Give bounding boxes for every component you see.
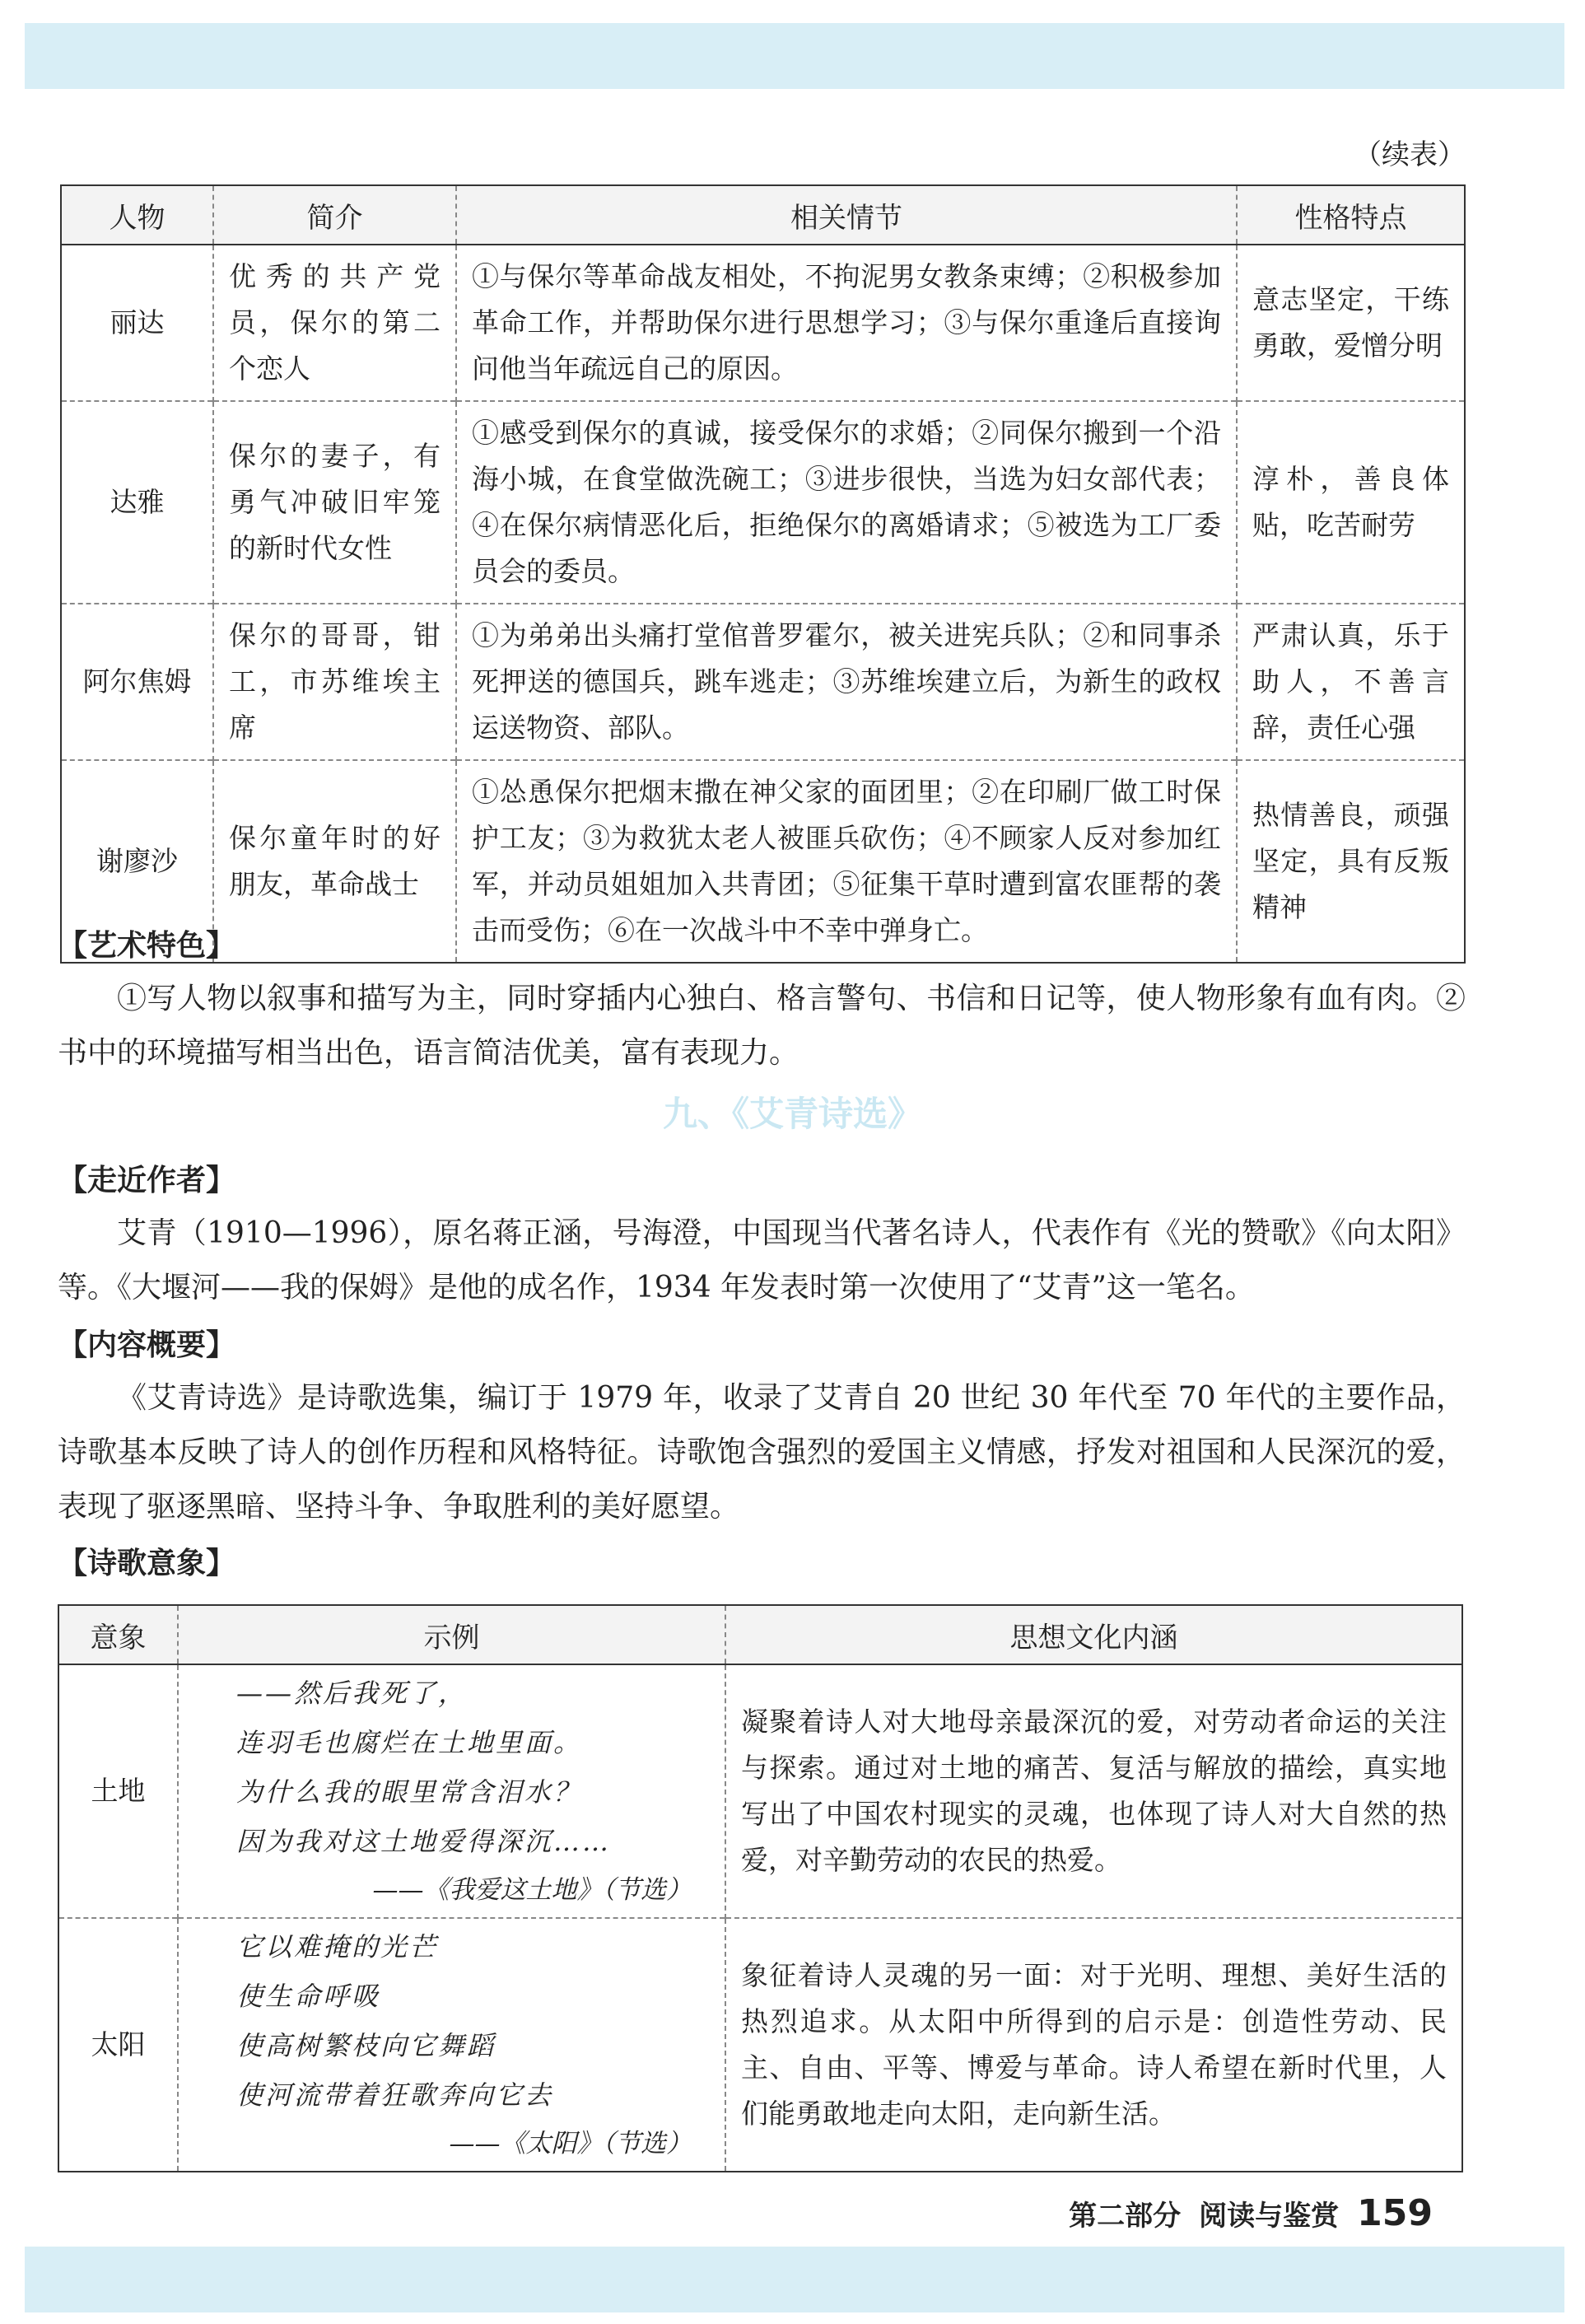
summary-text: 《艾青诗选》是诗歌选集，编订于 1979 年，收录了艾青自 20 世纪 30 年代至 70 年代的主要作品，诗歌基本反映了诗人的创作历程和风格特征。诗歌饱含强烈的爱国主义情感，抒发对祖国和人民深沉的爱，表现了驱逐黑暗、坚持斗争、争取胜利的美好愿望。: [58, 1381, 1466, 1524]
poem-line: 因为我对这土地爱得深沉……: [236, 1826, 612, 1857]
poem-line: 使生命呼吸: [236, 1981, 381, 2012]
author-label: 【走近作者】: [58, 1164, 236, 1197]
imagery-meaning: 象征着诗人灵魂的另一面：对于光明、理想、美好生活的热烈追求。从太阳中所得到的启示是：创造性劳动、民主、自由、平等、博爱与革命。诗人希望在新时代里，人们能勇敢地走向太阳，走向新生活。: [725, 1918, 1462, 2172]
table-row: [61, 245, 1465, 401]
imagery-example: [178, 1918, 725, 2172]
imagery-table: [58, 1604, 1463, 2172]
character-intro: 保尔的妻子，有勇气冲破旧牢笼的新时代女性: [213, 401, 456, 604]
character-traits: 淳朴，善良体贴，吃苦耐劳: [1237, 401, 1465, 604]
character-name: 阿尔焦姆: [61, 604, 213, 760]
table-row: [58, 1918, 1462, 2172]
header-cell: 人物: [61, 185, 213, 245]
table-header-row: [58, 1605, 1462, 1664]
poem-line: 为什么我的眼里常含泪水？: [236, 1776, 583, 1808]
character-table: [60, 184, 1466, 964]
imagery-example: [178, 1664, 725, 1918]
character-intro: 保尔的哥哥，钳工，市苏维埃主席: [213, 604, 456, 760]
footer-part: 第二部分: [1069, 2200, 1182, 2233]
header-cell: 示例: [178, 1605, 725, 1664]
poem-line: 使高树繁枝向它舞蹈: [236, 2030, 496, 2061]
character-traits: 热情善良，顽强坚定，具有反叛精神: [1237, 760, 1465, 963]
chapter-title: 九、《艾青诗选》: [662, 1094, 922, 1134]
poem-line: 它以难掩的光芒: [236, 1931, 439, 1962]
header-cell: 思想文化内涵: [725, 1605, 1462, 1664]
table-row: [61, 760, 1465, 963]
art-features-label: 【艺术特色】: [58, 929, 236, 963]
character-traits: 意志坚定，干练勇敢，爱憎分明: [1237, 245, 1465, 401]
character-intro: 保尔童年时的好朋友，革命战士: [213, 760, 456, 963]
character-name: 达雅: [61, 401, 213, 604]
poem-line: ——然后我死了，: [236, 1678, 468, 1709]
footer-band: [25, 2247, 1564, 2312]
table-row: [58, 1664, 1462, 1918]
header-cell: 意象: [58, 1605, 178, 1664]
header-band: [25, 23, 1564, 89]
imagery-name: 太阳: [58, 1918, 178, 2172]
poem-line: 连羽毛也腐烂在土地里面。: [236, 1727, 583, 1758]
table-row: [61, 401, 1465, 604]
poem-source: ——《我爱这土地》（节选）: [372, 1875, 692, 1905]
continued-note: （续表）: [1354, 138, 1466, 171]
footer-section: 阅读与鉴赏: [1199, 2200, 1340, 2233]
page-footer: [1005, 2192, 1433, 2234]
character-traits: 严肃认真，乐于助人，不善言辞，责任心强: [1237, 604, 1465, 760]
imagery-meaning: 凝聚着诗人对大地母亲最深沉的爱，对劳动者命运的关注与探索。通过对土地的痛苦、复活与解放的描绘，真实地写出了中国农村现实的灵魂，也体现了诗人对大自然的热爱，对辛勤劳动的农民的热爱。: [725, 1664, 1462, 1918]
header-cell: 性格特点: [1237, 185, 1465, 245]
character-name: 谢廖沙: [61, 760, 213, 963]
poem-line: 使河流带着狂歌奔向它去: [236, 2079, 554, 2111]
character-name: 丽达: [110, 306, 165, 338]
summary-label: 【内容概要】: [58, 1328, 236, 1362]
character-plot: ①与保尔等革命战友相处，不拘泥男女教条束缚；②积极参加革命工作，并帮助保尔进行思想学习；③与保尔重逢后直接询问他当年疏远自己的原因。: [456, 245, 1237, 401]
imagery-label: 【诗歌意象】: [58, 1547, 236, 1580]
header-cell: 相关情节: [456, 185, 1237, 245]
poem-source: ——《太阳》（节选）: [449, 2129, 692, 2158]
character-plot: ①感受到保尔的真诚，接受保尔的求婚；②同保尔搬到一个沿海小城，在食堂做洗碗工；③进步很快，当选为妇女部代表；④在保尔病情恶化后，拒绝保尔的离婚请求；⑤被选为工厂委员会的委员。: [456, 401, 1237, 604]
table-row: [61, 604, 1465, 760]
table-header-row: [61, 185, 1465, 245]
art-features-text: ①写人物以叙事和描写为主，同时穿插内心独白、格言警句、书信和日记等，使人物形象有血有肉。②书中的环境描写相当出色，语言简洁优美，富有表现力。: [58, 982, 1466, 1070]
character-plot: ①怂恿保尔把烟末撒在神父家的面团里；②在印刷厂做工时保护工友；③为救犹太老人被匪兵砍伤；④不顾家人反对参加红军，并动员姐姐加入共青团；⑤征集干草时遭到富农匪帮的袭击而受伤；⑥在一次战斗中不幸中弹身亡。: [456, 760, 1237, 963]
character-intro: 优秀的共产党员，保尔的第二个恋人: [213, 245, 456, 401]
author-text: 艾青（1910—1996），原名蒋正涵，号海澄，中国现当代著名诗人，代表作有《光的赞歌》《向太阳》等。《大堰河——我的保姆》是他的成名作，1934 年发表时第一次使用了“艾青”这一笔名。: [58, 1216, 1466, 1304]
header-cell: 简介: [213, 185, 456, 245]
page-number: 159: [1357, 2192, 1433, 2234]
character-plot: ①为弟弟出头痛打堂倌普罗霍尔，被关进宪兵队；②和同事杀死押送的德国兵，跳车逃走；③苏维埃建立后，为新生的政权运送物资、部队。: [456, 604, 1237, 760]
imagery-name: 土地: [91, 1775, 146, 1807]
